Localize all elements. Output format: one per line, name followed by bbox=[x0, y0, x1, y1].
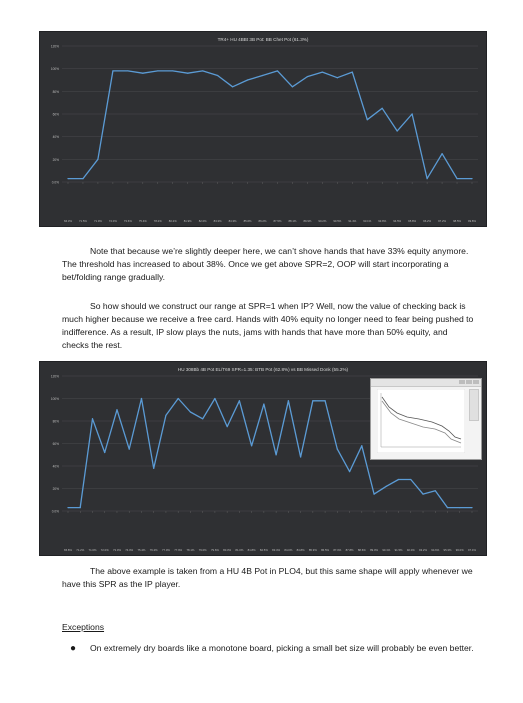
chart-2-data-point bbox=[276, 454, 277, 455]
chart-2-y-tick-label: 0.0% bbox=[51, 509, 59, 514]
inset-graph-icon bbox=[377, 389, 465, 453]
chart-2-y-tick-label: 40% bbox=[52, 464, 59, 469]
chart-2-data-point bbox=[141, 398, 142, 399]
chart-2-data-point bbox=[447, 507, 448, 508]
chart-2-y-tick-label: 100% bbox=[50, 397, 59, 401]
chart-1-x-tick-label: 93.1% bbox=[363, 219, 372, 223]
paragraph-ip-range-text: So how should we construct our range at SPR=1 when IP? Well, now the value of checking back is much higher because we receive a free card. Hands with 40% equity no longer need to fear being pushed to indifference. As a result, IP slow plays the nuts, jams with hands that have more than 50% equity, and checks the rest. bbox=[62, 301, 474, 350]
chart-2-x-tick-label: 87.0% bbox=[333, 548, 342, 552]
chart-2-x-tick-label: 75.4% bbox=[137, 548, 146, 552]
chart-1-data-point bbox=[307, 76, 308, 77]
paragraph-spr-threshold bbox=[62, 245, 474, 284]
chart-1-x-tick-label: 71.5% bbox=[78, 219, 87, 223]
chart-2-y-tick-label: 80% bbox=[52, 419, 59, 424]
chart-2-x-tick-label: 97.4% bbox=[468, 548, 476, 552]
chart-2-x-tick-label: 84.0% bbox=[284, 548, 293, 552]
chart-1-series-line bbox=[68, 71, 472, 179]
chart-2-data-point bbox=[104, 452, 105, 453]
chart-2-x-tick-label: 71.6% bbox=[88, 548, 97, 552]
chart-1-data-point bbox=[427, 178, 428, 179]
chart-2-x-tick-label: 85.9% bbox=[308, 548, 317, 552]
chart-2-data-point bbox=[422, 494, 423, 495]
chart-1-data-point bbox=[172, 70, 173, 71]
chart-1-data-point bbox=[112, 70, 113, 71]
chart-1-data-point bbox=[412, 113, 413, 114]
chart-2-x-tick-label: 73.0% bbox=[113, 548, 121, 552]
chart-2-x-tick-label: 79.6% bbox=[210, 548, 219, 552]
chart-1-y-tick-label: 100% bbox=[50, 67, 59, 72]
exceptions-list-item bbox=[62, 642, 492, 655]
chart-2-x-tick-label: 77.9% bbox=[174, 548, 183, 552]
chart-1-x-tick-label: 97.2% bbox=[438, 219, 447, 223]
chart-2-data-point bbox=[178, 398, 179, 399]
chart-2-data-point bbox=[361, 445, 362, 446]
chart-1-data-point bbox=[471, 178, 472, 179]
chart-1-data-point bbox=[352, 71, 353, 72]
exceptions-heading: Exceptions bbox=[62, 622, 105, 632]
chart-2-x-tick-label: 91.5% bbox=[394, 548, 403, 552]
chart-1-x-tick-label: 93.8% bbox=[378, 219, 387, 223]
chart-2-data-point bbox=[251, 445, 252, 446]
chart-2-x-tick-label: 89.0% bbox=[370, 548, 379, 552]
chart-1-x-tick-label: 91.4% bbox=[348, 219, 357, 223]
chart-2-data-point bbox=[459, 507, 460, 508]
chart-2-data-point bbox=[337, 449, 338, 450]
chart-1-data-point bbox=[456, 178, 457, 179]
chart-2-y-tick-label: 20% bbox=[52, 487, 59, 491]
chart-1-x-tick-label: 98.5% bbox=[453, 219, 462, 223]
chart-1-y-tick-label: 0.0% bbox=[51, 180, 59, 185]
exceptions-list-item-text: On extremely dry boards like a monotone board, picking a small bet size will probably be even better. bbox=[90, 643, 474, 653]
chart-2-x-tick-label: 65.8% bbox=[64, 548, 72, 552]
maximize-icon bbox=[466, 380, 472, 384]
chart-2-x-tick-label: 93.2% bbox=[419, 548, 427, 552]
equity-chart-1-svg bbox=[40, 32, 486, 226]
chart-1-data-point bbox=[247, 79, 248, 80]
chart-2-data-point bbox=[80, 507, 81, 508]
chart-1-x-tick-label: 84.3% bbox=[228, 219, 237, 223]
chart-2-x-tick-label: 92.0% bbox=[406, 548, 415, 552]
chart-1-data-point bbox=[322, 71, 323, 72]
chart-2-data-point bbox=[435, 490, 436, 491]
chart-1-x-tick-label: 87.5% bbox=[273, 219, 282, 223]
chart-1-data-point bbox=[82, 178, 83, 179]
chart-1-x-tick-label: 95.8% bbox=[408, 219, 417, 223]
chart-2-data-point bbox=[202, 418, 203, 419]
chart-1-data-point bbox=[157, 70, 158, 71]
inset-side-panel bbox=[469, 389, 479, 421]
chart-2-y-tick-label: 60% bbox=[52, 442, 59, 446]
chart-2-x-tick-label: 95.3% bbox=[443, 548, 452, 552]
chart-1-x-tick-label: 82.0% bbox=[198, 219, 207, 223]
chart-1-x-tick-label: 85.6% bbox=[243, 219, 252, 223]
chart-1-data-point bbox=[337, 77, 338, 78]
bullet-dot-icon: ● bbox=[70, 643, 77, 654]
chart-2-data-point bbox=[373, 494, 374, 495]
chart-2-data-point bbox=[288, 400, 289, 401]
chart-2-data-point bbox=[214, 398, 215, 399]
chart-1-x-tick-label: 80.2% bbox=[168, 219, 177, 223]
chart-1-y-tick-label: 80% bbox=[52, 89, 59, 94]
chart-2-x-tick-label: 83.4% bbox=[272, 548, 281, 552]
chart-2-data-point bbox=[239, 400, 240, 401]
chart-1-x-tick-label: 99.8% bbox=[468, 219, 476, 223]
chart-2-x-tick-label: 94.6% bbox=[431, 548, 440, 552]
chart-2-x-tick-label: 71.2% bbox=[76, 548, 85, 552]
chart-2-data-point bbox=[471, 507, 472, 508]
chart-2-data-point bbox=[300, 456, 301, 457]
chart-1-x-tick-label: 83.3% bbox=[213, 219, 222, 223]
chart-1-data-point bbox=[277, 70, 278, 71]
inset-window-titlebar bbox=[371, 379, 481, 387]
paragraph-example-note-text: The above example is taken from a HU 4B Pot in PLO4, but this same shape will apply whenever we have this SPR as the IP player. bbox=[62, 566, 473, 589]
chart-2-x-tick-label: 90.1% bbox=[382, 548, 391, 552]
chart-1-data-point bbox=[382, 108, 383, 109]
chart-1-x-tick-label: 89.9% bbox=[303, 219, 312, 223]
minimize-icon bbox=[459, 380, 465, 384]
chart-1-y-tick-label: 20% bbox=[52, 157, 59, 162]
chart-1-data-point bbox=[97, 159, 98, 160]
chart-2-x-tick-label: 81.0% bbox=[235, 548, 244, 552]
equity-chart-2 bbox=[39, 361, 487, 556]
chart-2-data-point bbox=[190, 411, 191, 412]
chart-2-data-point bbox=[410, 479, 411, 480]
chart-2-x-tick-label: 72.0% bbox=[100, 548, 109, 552]
chart-1-data-point bbox=[367, 119, 368, 120]
chart-2-x-tick-label: 96.0% bbox=[455, 548, 464, 552]
chart-2-data-point bbox=[263, 404, 264, 405]
chart-2-data-point bbox=[129, 449, 130, 450]
chart-1-x-tick-label: 71.9% bbox=[93, 219, 102, 223]
chart-2-x-tick-label: 76.2% bbox=[149, 548, 158, 552]
paragraph-spr-threshold-text: Note that because we’re slightly deeper here, we can’t shove hands that have 33% equity anymore. The threshold has increased to about 38%. Once we get above SPR=2, OOP will start incorporating a bet/folding range gradually. bbox=[62, 246, 469, 282]
chart-1-x-tick-label: 75.4% bbox=[138, 219, 147, 223]
chart-1-data-point bbox=[202, 70, 203, 71]
chart-1-y-tick-label: 40% bbox=[52, 135, 59, 140]
chart-1-y-tick-label: 60% bbox=[52, 112, 59, 117]
chart-1-title: TR4+ HU 4BBt 3B Pot: BB Chet Pot (61.3%) bbox=[217, 37, 309, 42]
chart-2-y-tick-label: 120% bbox=[50, 374, 59, 379]
chart-1-x-tick-label: 78.2% bbox=[153, 219, 162, 223]
chart-2-data-point bbox=[386, 486, 387, 487]
chart-2-data-point bbox=[349, 471, 350, 472]
chart-2-x-tick-label: 74.0% bbox=[125, 548, 134, 552]
chart-1-data-point bbox=[217, 75, 218, 76]
chart-2-data-point bbox=[312, 400, 313, 401]
chart-1-data-point bbox=[67, 178, 68, 179]
chart-2-x-tick-label: 78.1% bbox=[186, 548, 195, 552]
chart-1-y-tick-label: 120% bbox=[50, 44, 59, 49]
chart-2-x-tick-label: 84.8% bbox=[296, 548, 305, 552]
chart-1-x-tick-label: 66.3% bbox=[64, 219, 72, 223]
exceptions-list bbox=[62, 642, 492, 655]
chart-2-data-point bbox=[153, 468, 154, 469]
chart-2-x-tick-label: 80.3% bbox=[223, 548, 232, 552]
chart-2-x-tick-label: 87.8% bbox=[345, 548, 354, 552]
chart-1-x-tick-label: 86.2% bbox=[258, 219, 267, 223]
chart-1-data-point bbox=[397, 130, 398, 131]
chart-1-data-point bbox=[292, 86, 293, 87]
paragraph-ip-range bbox=[62, 300, 474, 352]
chart-1-x-tick-label: 81.9% bbox=[183, 219, 192, 223]
chart-2-data-point bbox=[92, 418, 93, 419]
chart-2-x-tick-label: 82.5% bbox=[259, 548, 268, 552]
chart-2-data-point bbox=[227, 426, 228, 427]
chart-1-data-point bbox=[187, 73, 188, 74]
chart-2-x-tick-label: 81.8% bbox=[247, 548, 256, 552]
chart-2-data-point bbox=[116, 409, 117, 410]
equity-chart-1 bbox=[39, 31, 487, 227]
chart-2-title: HU 308Bb 4B Pot EL/T69 SPR=1.35: BTB Pot (62.8%) vs BB Missed Donk (55.2%) bbox=[177, 367, 349, 372]
chart-1-x-tick-label: 90.5% bbox=[333, 219, 342, 223]
chart-1-data-point bbox=[262, 75, 263, 76]
chart-1-x-tick-label: 90.2% bbox=[318, 219, 327, 223]
chart-1-data-point bbox=[142, 73, 143, 74]
chart-1-x-tick-label: 94.5% bbox=[393, 219, 402, 223]
chart-1-x-tick-label: 88.1% bbox=[288, 219, 297, 223]
chart-1-x-tick-label: 72.0% bbox=[108, 219, 117, 223]
chart-2-data-point bbox=[398, 479, 399, 480]
chart-1-data-point bbox=[127, 70, 128, 71]
chart-2-data-point bbox=[165, 415, 166, 416]
chart-2-x-tick-label: 86.5% bbox=[321, 548, 330, 552]
inset-screenshot bbox=[370, 378, 482, 460]
chart-2-x-tick-label: 79.0% bbox=[198, 548, 207, 552]
chart-1-data-point bbox=[441, 153, 442, 154]
chart-2-data-point bbox=[67, 507, 68, 508]
chart-2-data-point bbox=[324, 400, 325, 401]
chart-2-x-tick-label: 88.6% bbox=[357, 548, 366, 552]
chart-1-data-point bbox=[232, 86, 233, 87]
chart-2-x-tick-label: 77.0% bbox=[161, 548, 170, 552]
paragraph-example-note bbox=[62, 565, 474, 591]
close-icon bbox=[473, 380, 479, 384]
chart-1-x-tick-label: 96.2% bbox=[423, 219, 432, 223]
chart-1-x-tick-label: 73.6% bbox=[123, 219, 132, 223]
